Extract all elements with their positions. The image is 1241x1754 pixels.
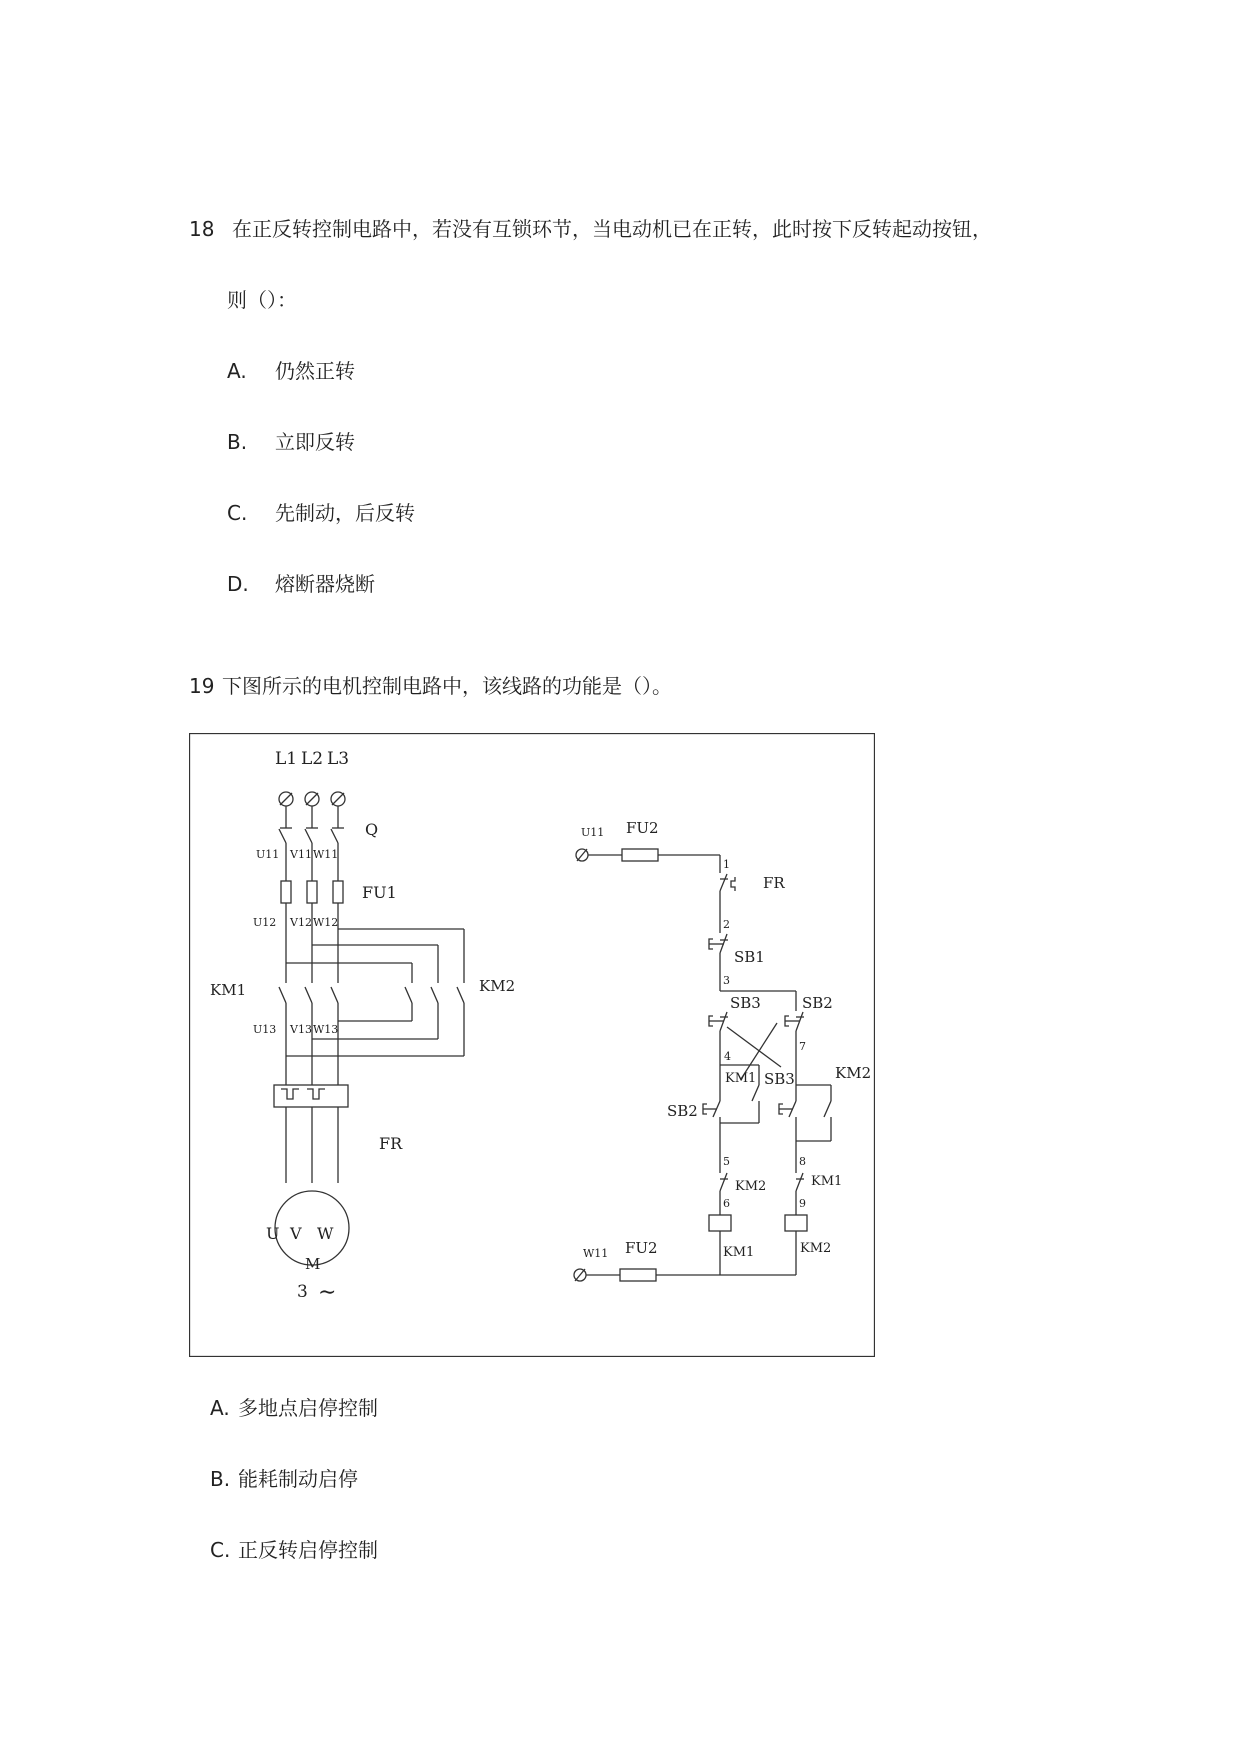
label-node-5: 5 bbox=[723, 1155, 730, 1168]
label-w13: W13 bbox=[313, 1023, 339, 1036]
label-sb1: SB1 bbox=[734, 948, 765, 966]
option-letter: A. bbox=[227, 359, 247, 383]
label-w: W bbox=[317, 1224, 334, 1243]
label-sb3-b: SB3 bbox=[764, 1070, 795, 1088]
label-v: V bbox=[290, 1224, 302, 1243]
label-u11-ctrl: U11 bbox=[581, 826, 605, 839]
label-node-7: 7 bbox=[799, 1040, 806, 1053]
option-text: 先制动，后反转 bbox=[275, 501, 415, 525]
label-node-6: 6 bbox=[723, 1197, 730, 1210]
option-text: 仍然正转 bbox=[275, 359, 355, 383]
label-v13: V13 bbox=[290, 1023, 312, 1036]
option-letter: B. bbox=[210, 1467, 231, 1491]
label-km2-coil: KM2 bbox=[800, 1241, 832, 1256]
label-km1-interlock: KM1 bbox=[811, 1174, 843, 1189]
label-w11: W11 bbox=[313, 848, 339, 861]
q19-stem: 下图所示的电机控制电路中，该线路的功能是（）。 bbox=[222, 674, 672, 698]
label-l2: L2 bbox=[301, 749, 324, 769]
label-u12: U12 bbox=[253, 916, 277, 929]
label-motor-m: M bbox=[305, 1255, 321, 1273]
option-text: 正反转启停控制 bbox=[238, 1538, 378, 1562]
label-sb2-a: SB2 bbox=[802, 994, 833, 1012]
label-l3: L3 bbox=[327, 749, 350, 769]
option-letter: B. bbox=[227, 430, 248, 454]
option-letter: C. bbox=[227, 501, 248, 525]
label-node-1: 1 bbox=[723, 858, 730, 871]
label-w12: W12 bbox=[313, 916, 339, 929]
label-u13: U13 bbox=[253, 1023, 277, 1036]
option-letter: C. bbox=[210, 1538, 231, 1562]
label-q: Q bbox=[365, 820, 379, 839]
label-l1: L1 bbox=[275, 749, 298, 769]
label-u11: U11 bbox=[256, 848, 280, 861]
label-km1-coil: KM1 bbox=[723, 1245, 755, 1260]
label-v11: V11 bbox=[290, 848, 312, 861]
option-text: 熔断器烧断 bbox=[275, 572, 375, 596]
option-letter: D. bbox=[227, 572, 249, 596]
label-w11-ctrl: W11 bbox=[583, 1247, 609, 1260]
circuit-diagram bbox=[189, 733, 875, 1357]
label-km2-aux: KM2 bbox=[835, 1064, 872, 1082]
label-km1-aux: KM1 bbox=[725, 1071, 757, 1086]
label-node-8: 8 bbox=[799, 1155, 806, 1168]
label-node-3: 3 bbox=[723, 974, 730, 987]
q18-number: 18 bbox=[189, 217, 215, 241]
label-v12: V12 bbox=[290, 916, 312, 929]
label-node-2: 2 bbox=[723, 918, 730, 931]
label-sb2-b: SB2 bbox=[667, 1102, 698, 1120]
q19-number: 19 bbox=[189, 674, 215, 698]
q18-stem-line2: 则（）： bbox=[227, 288, 297, 312]
label-node-4: 4 bbox=[724, 1050, 731, 1063]
label-motor-3: 3 bbox=[297, 1282, 308, 1302]
label-u: U bbox=[266, 1224, 280, 1243]
label-km2-interlock: KM2 bbox=[735, 1179, 767, 1194]
label-km2: KM2 bbox=[479, 977, 516, 995]
label-fu2-bottom: FU2 bbox=[625, 1239, 658, 1257]
label-sb3-a: SB3 bbox=[730, 994, 761, 1012]
label-fr-ctrl: FR bbox=[763, 874, 785, 892]
label-node-9: 9 bbox=[799, 1197, 806, 1210]
label-fu1: FU1 bbox=[362, 883, 397, 902]
option-text: 多地点启停控制 bbox=[238, 1396, 378, 1420]
label-fr: FR bbox=[379, 1134, 403, 1153]
label-fu2-top: FU2 bbox=[626, 819, 659, 837]
option-text: 立即反转 bbox=[275, 430, 355, 454]
label-motor-tilde: ∼ bbox=[318, 1280, 337, 1305]
q18-stem-line1: 在正反转控制电路中，若没有互锁环节，当电动机已在正转，此时按下反转起动按钮， bbox=[232, 217, 992, 241]
option-text: 能耗制动启停 bbox=[238, 1467, 358, 1491]
label-km1: KM1 bbox=[210, 981, 247, 999]
option-letter: A. bbox=[210, 1396, 230, 1420]
